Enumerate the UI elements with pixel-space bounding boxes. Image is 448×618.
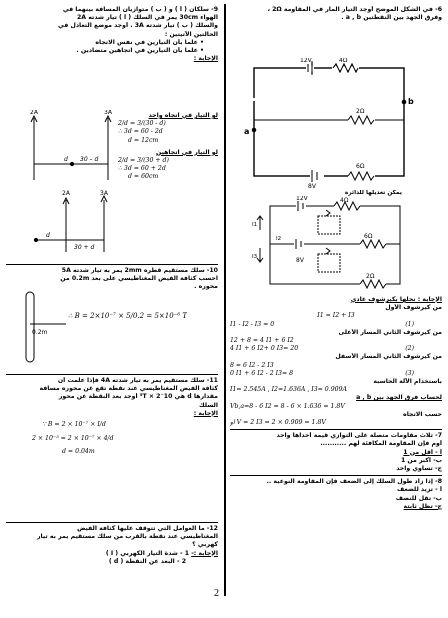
eq2-num: (2): [405, 345, 414, 353]
divider-q11: [6, 374, 218, 375]
q11-line-1: 11- سلك مستقيم يمر به تيار شدته 4A فإذا علمت أن: [57, 377, 218, 384]
q8-option-c: ج- تظل ثابتة: [403, 502, 442, 510]
c1-r1-label: 4Ω: [339, 58, 348, 64]
result: I1= 2.545A , I2=1.636A , I3= 0.909A: [230, 386, 347, 394]
eq1: I1 - I2 - I3 = 0: [230, 320, 275, 328]
vab-eq: Vb,a=8 - 6 I2 = 8 - 6 × 1.636 = 1.8V: [230, 402, 345, 410]
q10-wire-figure: [10, 290, 70, 364]
q12-line-3: كهربي ؟: [192, 541, 218, 549]
k3-label: من كيرشوف الثاني المسار الأسفل: [335, 353, 442, 361]
c2-r3-label: 2Ω: [366, 273, 375, 280]
q9-figure-same-direction: [20, 110, 130, 184]
q12-block: [6, 520, 218, 566]
q9-line-3: والسلك ( ب ) تيار شدته 3A . أوجد موضع التعادل في: [58, 22, 218, 30]
c2-i2-label: I2: [276, 236, 282, 242]
case2-eq3: d = 60cm: [128, 173, 159, 181]
vab-label-2: حسب الاتجاه: [403, 410, 442, 418]
q7-title: 7- ثلاث مقاومات متصلة على التوازي قيمة أحداها واحد: [276, 432, 442, 440]
q7-option-c: ج- تساوي واحد: [396, 465, 442, 473]
f1-i1: 2A: [30, 110, 38, 116]
q10-line-2: احسب كثافة الفيض المغناطيسي على بعد 0.2m من: [60, 275, 218, 283]
circuit-diagram-2: [250, 196, 410, 292]
q9-bullet-2: • علماً بأن التيارين في اتجاهين متضادين .: [76, 47, 204, 55]
q6-solution: [230, 296, 442, 511]
q9-line-1: 9- سلكان ( أ ) و ( ب ) متوازيان المسافة بينهما في: [62, 6, 218, 13]
q12-line-2: المغناطيسي عند نقطة بالقرب من سلك مستقيم يمر به تيار: [37, 533, 218, 541]
q9-line-4: الحالتين الآتيتين :: [164, 30, 218, 38]
eq3b: 0 I1 + 6 I2 - 2 I3= 8: [230, 369, 294, 377]
q8-option-a: أ - تزيد للضعف: [396, 486, 442, 494]
case2-eq2: ∴ 3d = 60 + 2d: [118, 165, 166, 173]
q11-answer: الإجابة :: [193, 409, 218, 417]
eq3a: 8 = 6 I2 - 2 I3: [230, 361, 274, 369]
q10-dist: 0.2m: [32, 329, 48, 336]
eq3-num: (3): [405, 369, 414, 377]
q9-bullet-1-text: علماً بأن التيارين في نفس الاتجاه: [95, 38, 198, 46]
divider-q10: [6, 264, 218, 265]
case1-eq3: d = 12cm: [128, 136, 159, 144]
divider-q7: [230, 429, 442, 430]
c1-r2-label: 2Ω: [356, 108, 365, 115]
q7-title-2: أوم فإن المقاومة المكافئة لهم ...........: [320, 440, 442, 448]
q12-a2: 2 - البعد عن النقطة ( d ): [108, 557, 186, 565]
c1-r3-label: 6Ω: [356, 163, 365, 170]
f2-i2: 3A: [100, 190, 108, 197]
c2-r1-label: 4Ω: [340, 197, 349, 204]
q12-answer-1: [6, 550, 218, 558]
column-divider: [224, 4, 226, 596]
k1-label: من كيرشوف الأول: [385, 304, 442, 312]
eq1-num: (1): [405, 320, 414, 328]
q11-line-2: كثافة الفيض المغناطيسي عند نقطة تقع عن محوره مسافة: [39, 385, 218, 393]
f2-d: d: [46, 232, 50, 239]
c1-v1-label: 12V: [300, 58, 312, 64]
divider-q12: [6, 522, 218, 523]
q12-answer-label: الإجابة :-: [191, 549, 218, 557]
case1-eq1: 2/d = 3/(30 - d): [118, 120, 166, 128]
eq2b: 4 I1 + 6 I2+ 0 I3= 20: [230, 345, 299, 353]
c2-i3-label: I3: [252, 254, 258, 260]
k1-eq: I1 = I2 + I3: [317, 312, 355, 320]
q9-case1: [118, 112, 218, 182]
q11-eq1: ∵ B = 2 × 10⁻⁷ × I/d: [42, 421, 106, 429]
q7-option-b: ب- أكبر من 1: [400, 456, 442, 464]
k2-label: من كيرشوف الثاني المسار الأعلى: [338, 328, 442, 336]
c1-point-a: a: [244, 127, 250, 136]
page-number: 2: [214, 588, 219, 599]
q9-bullet-1: • علماً بأن التيارين في نفس الاتجاه: [95, 38, 204, 46]
q9-line-2: الهواء 30cm يمر في السلك ( أ ) تيار شدته 2A: [77, 14, 218, 22]
q6-answer-label: الإجابة : نحلها بكيرشوف عادي: [350, 296, 442, 303]
vab-alt: أو V = 2 I3 = 2 × 0.909 = 1.8V: [230, 419, 326, 427]
q11-line-4: السلك: [198, 401, 218, 409]
q8-title: 8- إذا زاد طول السلك إلى الضعف فإن المقاومة النوعية ..: [266, 478, 442, 486]
q9-figure-opposite-direction: [20, 190, 130, 256]
c1-point-b: b: [408, 97, 414, 106]
q8-option-b: ب- تقل للنصف: [395, 494, 442, 502]
right-column: [230, 6, 442, 22]
q6-title-2: وفرق الجهد بين النقطتين a , b .: [341, 14, 442, 22]
q12-line-1: 12- ما العوامل التي تتوقف عليها كثافة الفيض: [77, 525, 218, 532]
c2-v1-label: 12V: [296, 196, 308, 202]
eq2a: 12 + 8 = 4 I1 + 6 I2: [230, 337, 294, 345]
f2-i1: 2A: [62, 190, 70, 197]
c2-v2-label: 8V: [296, 257, 304, 264]
q9-answer: الإجابة :: [193, 55, 218, 63]
left-column: [6, 6, 218, 63]
c1-v2-label: 8V: [308, 183, 316, 188]
f1-d2: 30 – d: [80, 156, 99, 163]
q11-eq3: d = 0.04m: [62, 448, 95, 456]
circuit-diagram-1: [238, 58, 418, 188]
q11-eq2: 2 × 10⁻⁵ = 2 × 10⁻⁷ × 4/d: [32, 435, 114, 443]
q10-block: [6, 262, 218, 292]
q11-line-3: مقدارها d هي 10⁻⁵T × 2 أوجد بعد النقطة عن محور: [58, 393, 218, 401]
q9-bullet-2-text: علماً بأن التيارين في اتجاهين متضادين .: [76, 47, 198, 55]
case2-eq1: 2/d = 3/(30 + d): [118, 157, 169, 165]
q6-title: 6- في الشكل الموضح أوجد التيار المار في المقاومة 2Ω ،: [267, 6, 442, 13]
calc-label: باستخدام الآلة الحاسبة: [373, 378, 442, 386]
c2-r2-label: 6Ω: [364, 233, 373, 240]
f1-i2: 3A: [104, 110, 112, 116]
q10-line-3: محوره .: [194, 283, 218, 291]
c2-i1-label: I1: [252, 222, 258, 228]
case1-label: لو التيار في اتجاه واحد: [148, 112, 218, 119]
f2-d2: 30 + d: [74, 244, 95, 251]
divider-q8: [230, 475, 442, 476]
q12-a1: 1 - شدة التيار الكهربي ( I ): [105, 549, 190, 557]
q10-eq: ∴ B = 2×10⁻⁷ × 5/0.2 = 5×10⁻⁶ T: [68, 312, 188, 320]
case1-eq2: ∴ 3d = 60 - 2d: [118, 128, 163, 136]
vab-label: لحساب فرق الجهد بين a , b: [356, 394, 442, 402]
simplify-text: يمكن تعديلها للدائرة: [344, 190, 402, 196]
f1-d: d: [64, 156, 68, 163]
q7-option-a: أ - أقل من 1: [403, 448, 442, 456]
q10-line-1: 10- سلك مستقيم قطره 2mm يمر به تيار شدته 5A: [61, 267, 218, 274]
q11-block: [6, 372, 218, 458]
case2-label: لو التيار في اتجاهين: [156, 148, 218, 156]
